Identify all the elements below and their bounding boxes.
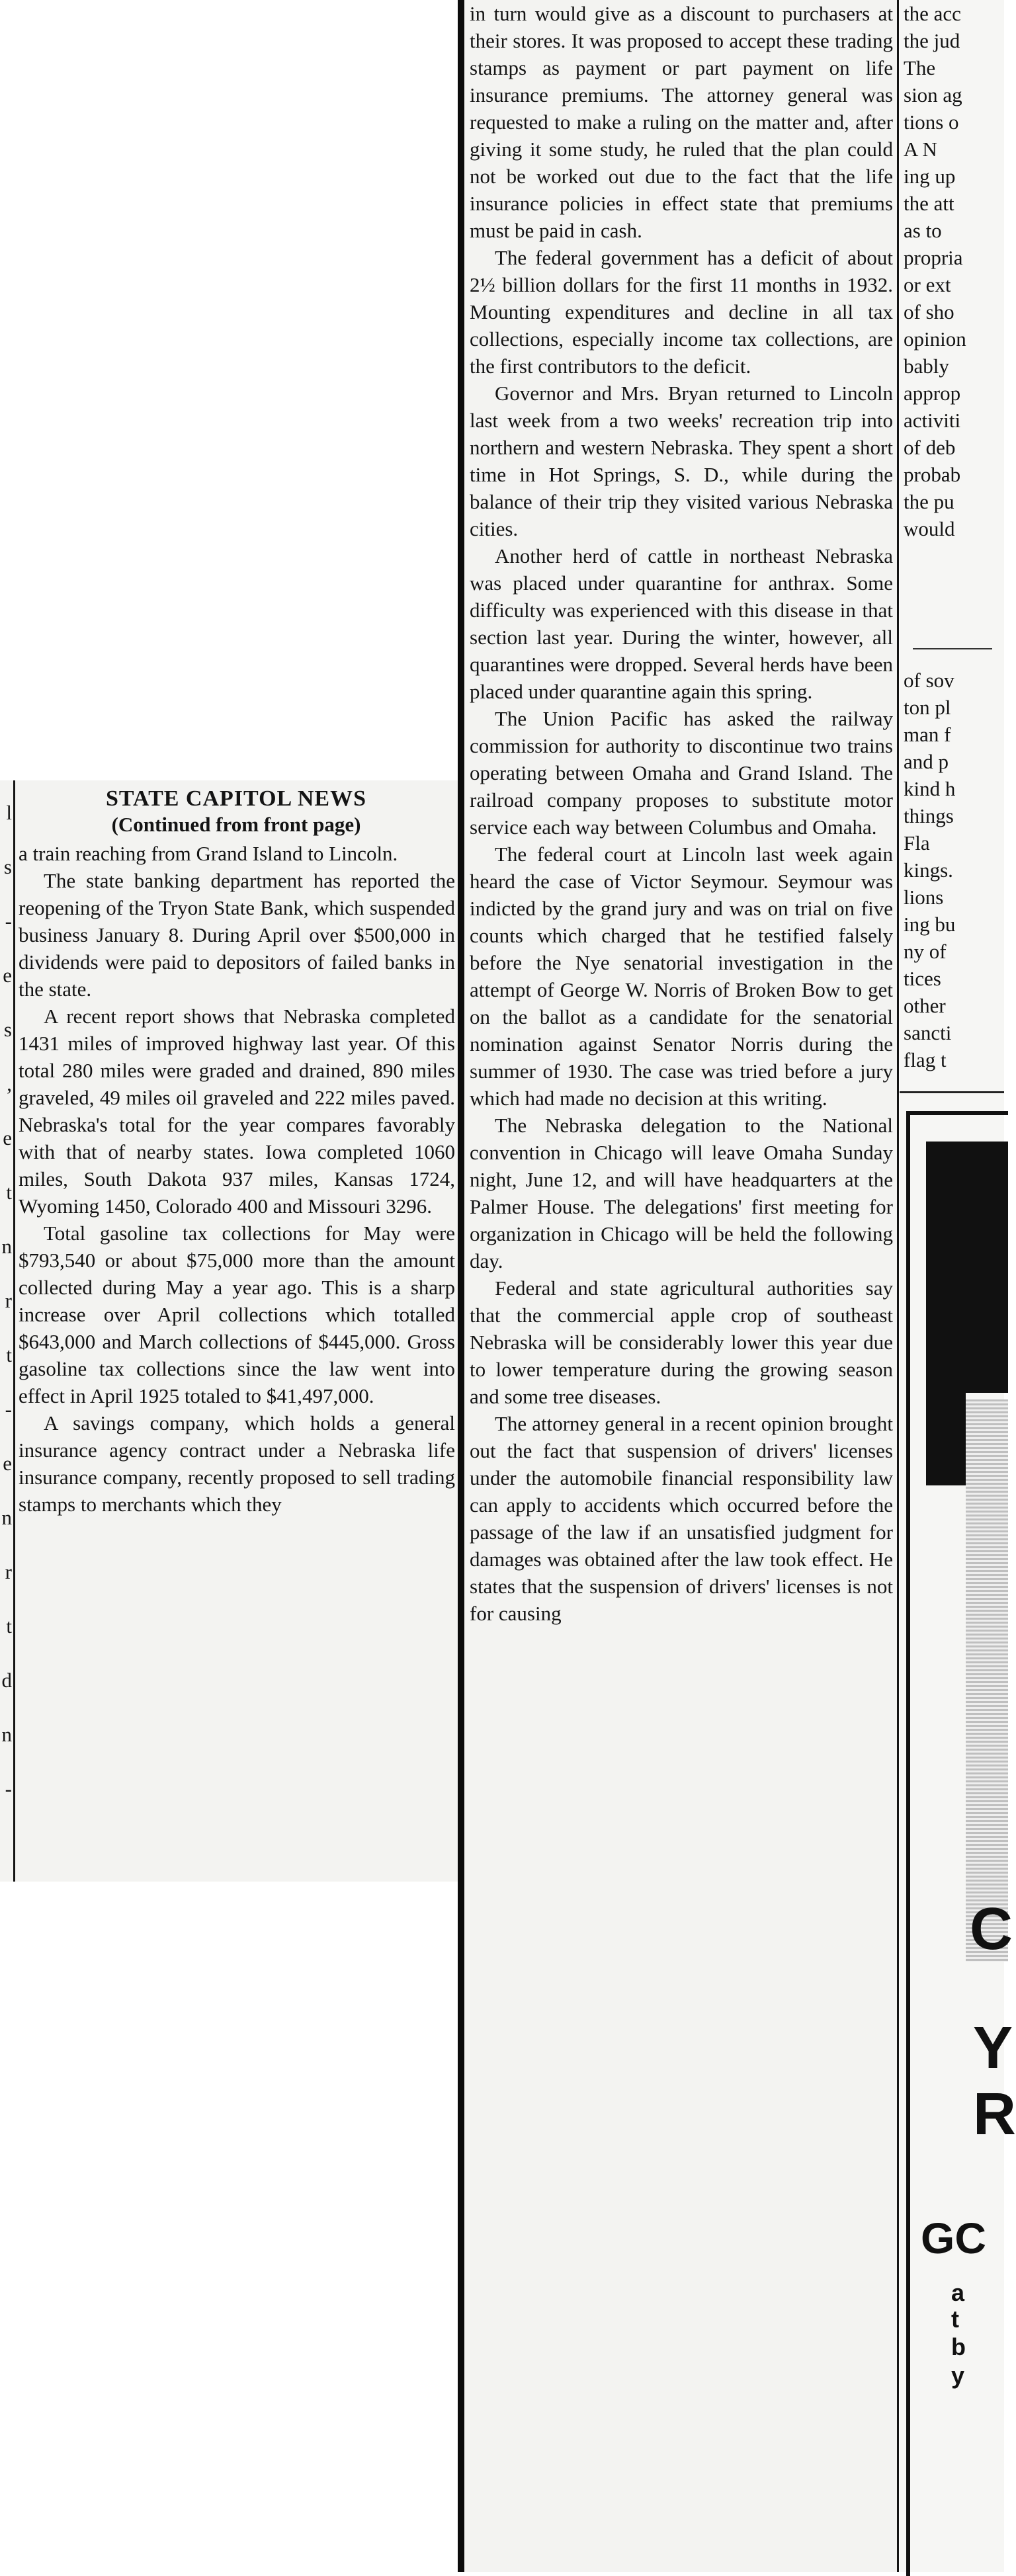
edge-fragment: n xyxy=(1,1723,12,1746)
right-column-line: approp xyxy=(904,382,961,405)
paragraph: The state banking department has reported the reopening of the Tryon State Bank, which suspended business January 8. During April over $500,000 in dividends were paid to depositors of failed banks in the state. xyxy=(19,869,455,1001)
ad-letter: Y xyxy=(973,2015,1013,2081)
right-column-line: ton pl xyxy=(904,696,951,719)
edge-fragment: t xyxy=(6,1343,12,1366)
edge-fragment: r xyxy=(5,1289,12,1312)
left-article xyxy=(15,780,458,1882)
right-column-line: propria xyxy=(904,246,963,269)
ad-frame xyxy=(906,1111,1016,2576)
right-column-line: or ext xyxy=(904,273,951,296)
article-subhead: (Continued from front page) xyxy=(111,813,361,836)
right-column-line: sion ag xyxy=(904,83,962,106)
right-column-line: of deb xyxy=(904,436,956,459)
middle-column-rule xyxy=(897,0,899,2572)
edge-fragment: t xyxy=(6,1181,12,1204)
right-column-line: of sho xyxy=(904,300,954,323)
right-column-line: of sov xyxy=(904,669,954,692)
middle-article xyxy=(464,0,897,2572)
paragraph: The Union Pacific has asked the railway commission for authority to discontinue two trains operating between Omaha and Grand Island. The railroad company proposes to substitute motor service each way between Columbus and Omaha. xyxy=(470,707,893,839)
right-column-text-mid xyxy=(904,667,1004,1073)
ad-letter: y xyxy=(951,2362,965,2389)
right-column-line: the acc xyxy=(904,2,961,25)
paragraph: Another herd of cattle in northeast Nebraska was placed under quarantine for anthrax. Some difficulty was experienced with this disease in that section last year. During the winter, however, all quarantines were dropped. Several herds have been placed under quarantine again this spring. xyxy=(470,544,893,703)
paragraph: in turn would give as a discount to purchasers at their stores. It was proposed to accept these trading stamps as payment or part payment on life insurance premiums. The attorney general was requested to make a ruling on the matter and, after giving it some study, he ruled that the plan could not be worked out due to the fact that the life insurance policies in effect state that premiums must be paid in cash. xyxy=(470,2,893,242)
paragraph: a train reaching from Grand Island to Lincoln. xyxy=(19,842,398,865)
edge-fragment: e xyxy=(3,1452,12,1475)
left-article-body xyxy=(15,837,458,1518)
ad-letter: R xyxy=(973,2081,1016,2147)
edge-fragment: - xyxy=(5,1777,12,1800)
paragraph: The Nebraska delegation to the National convention in Chicago will leave Omaha Sunday night, June 12, and will have headquarters at the Palmer House. The delegations' first meeting for organization in Chicago will be held the following day. xyxy=(470,1114,893,1272)
ad-letter: t xyxy=(951,2306,959,2333)
edge-fragment: n xyxy=(1,1506,12,1529)
right-column-line: Fla xyxy=(904,831,930,854)
paragraph: The federal government has a deficit of about 2½ billion dollars for the first 11 months in 1932. Mounting expenditures and decline in all tax collections, especially income tax collections, are the first contributors to the deficit. xyxy=(470,246,893,378)
right-column-line: tices xyxy=(904,967,941,990)
left-edge-column xyxy=(0,780,13,1882)
right-column-line: the jud xyxy=(904,29,960,52)
edge-fragment: e xyxy=(3,964,12,987)
right-column-line: tions o xyxy=(904,110,959,134)
right-column-line: ny of xyxy=(904,940,947,963)
paragraph: Federal and state agricultural authorities say that the commercial apple crop of southeast Nebraska will be considerably lower this year due to lower temperature during the growing season and some tree diseases. xyxy=(470,1276,893,1408)
right-column-line: other xyxy=(904,994,946,1017)
article-headline: STATE CAPITOL NEWS xyxy=(105,786,366,811)
right-column-line: lions xyxy=(904,886,944,909)
right-column-line: man f xyxy=(904,723,951,746)
edge-fragment: - xyxy=(5,1397,12,1421)
right-column-bottom-rule xyxy=(900,1091,1004,1093)
ad-letter: a xyxy=(951,2279,965,2306)
edge-fragment: s xyxy=(3,855,12,878)
edge-fragment: l xyxy=(6,801,12,824)
edge-fragment: t xyxy=(6,1614,12,1638)
right-column-line: ing up xyxy=(904,165,956,188)
right-column-text-top xyxy=(904,0,1004,542)
right-column-line: activiti xyxy=(904,409,961,432)
paragraph: A savings company, which holds a general insurance agency contract under a Nebraska life insurance company, recently proposed to sell trading stamps to merchants which they xyxy=(19,1411,455,1516)
right-column-line: kings. xyxy=(904,858,953,882)
ad-hatched-panel xyxy=(966,1399,1008,1962)
article-header xyxy=(15,780,458,837)
edge-fragment: , xyxy=(7,1072,12,1095)
right-column-line: probab xyxy=(904,463,961,486)
right-column-line: kind h xyxy=(904,777,956,800)
paragraph: A recent report shows that Nebraska completed 1431 miles of improved highway last year. Of this total 280 miles were graded and drained, 890 miles graveled, 49 miles oil graveled and 222 miles paved. Nebraska's total for the year compares favorably with that of nearby states. Iowa completed 1060 miles, South Dakota 937 miles, Kansas 1724, Wyoming 1450, Colorado 400 and Missouri 3296. xyxy=(19,1005,455,1218)
right-column-line: things xyxy=(904,804,954,827)
edge-fragment: e xyxy=(3,1126,12,1149)
edge-fragment: n xyxy=(1,1235,12,1258)
paragraph: Total gasoline tax collections for May were $793,540 or about $75,000 more than the amount collected during May a year ago. This is a sharp increase over April collections which totalled $643,000 and March collections of $445,000. Gross gasoline tax collections since the law went into effect in April 1925 totaled to $41,497,000. xyxy=(19,1222,455,1407)
page-gutter-shadow xyxy=(458,0,464,2572)
right-column-divider xyxy=(913,648,992,649)
right-column-line: opinion xyxy=(904,327,966,351)
right-column-line: bably xyxy=(904,354,949,378)
paragraph: The federal court at Lincoln last week again heard the case of Victor Seymour. Seymour was indicted by the grand jury and was on trial on five counts which charged that he testified falsely before the Nye senatorial investigation in the attempt of George W. Norris of Broken Bow to get on the ballot as a candidate for the senatorial nomination against Senator Norris during the summer of 1930. The case was tried before a jury which had made no decision at this writing. xyxy=(470,843,893,1110)
ad-dark-bar xyxy=(926,1142,966,1485)
right-column-line: flag t xyxy=(904,1048,947,1071)
right-column-line: The xyxy=(904,56,936,79)
paragraph: The attorney general in a recent opinion brought out the fact that suspension of drivers' licenses under the automobile financial responsibility law can apply to accidents which occurred before the passage of the law if an unsatisfied judgment for damages was obtained after the law took effect. He states that the suspension of drivers' licenses is not for causing xyxy=(470,1412,893,1625)
right-column-line: and p xyxy=(904,750,949,773)
ad-letter: GC xyxy=(921,2214,986,2263)
left-column-rule xyxy=(13,780,15,1882)
right-column-line: the att xyxy=(904,192,954,215)
edge-fragment: - xyxy=(5,909,12,933)
right-column-line: as to xyxy=(904,219,942,242)
right-column-line: sancti xyxy=(904,1021,952,1044)
right-column-line: A N xyxy=(904,138,937,161)
edge-fragment: s xyxy=(3,1018,12,1041)
edge-fragment: r xyxy=(5,1560,12,1583)
right-column-line: ing bu xyxy=(904,913,956,936)
ad-letter: b xyxy=(951,2333,966,2360)
edge-fragment: d xyxy=(1,1669,12,1692)
right-column-line: would xyxy=(904,517,955,540)
paragraph: Governor and Mrs. Bryan returned to Lincoln last week from a two weeks' recreation trip into northern and western Nebraska. They spent a short time in Hot Springs, S. D., while during the balance of their trip they visited various Nebraska cities. xyxy=(470,382,893,540)
middle-article-body xyxy=(464,0,897,1627)
ad-dark-bar xyxy=(966,1142,1008,1393)
left-edge-fragments xyxy=(0,786,12,1816)
ad-letter: C xyxy=(970,1896,1013,1962)
right-fragment-column xyxy=(900,0,1016,2572)
right-column-line: the pu xyxy=(904,490,954,513)
